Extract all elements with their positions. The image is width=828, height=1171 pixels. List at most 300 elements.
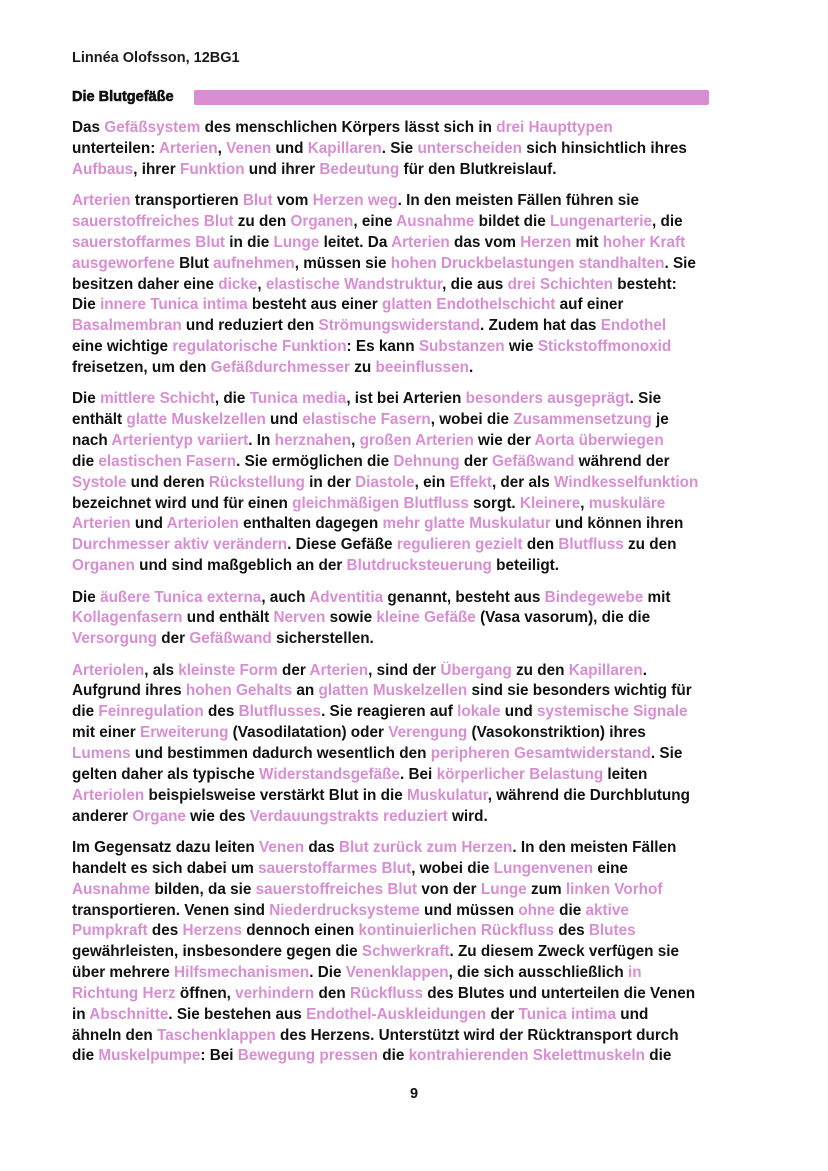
highlighted-term: Effekt <box>449 473 492 491</box>
text-line <box>72 514 762 535</box>
highlighted-term: elastischen Fasern <box>98 452 237 470</box>
highlighted-term: Venen <box>259 838 305 856</box>
text-run: das vom <box>449 233 521 251</box>
text-run: . Diese Gefäße <box>287 536 397 554</box>
highlighted-term: Organen <box>290 212 354 230</box>
text-run: : Bei <box>200 1047 238 1065</box>
highlighted-term: regulatorische Funktion <box>172 338 347 356</box>
text-run: enthält <box>72 411 127 429</box>
text-line <box>72 452 762 473</box>
highlighted-term: muskuläre <box>588 494 666 512</box>
highlighted-term: Lunge <box>480 880 527 898</box>
highlighted-term: glatte Muskelzellen <box>126 411 266 429</box>
highlighted-term: Herzen <box>520 233 572 251</box>
text-run: von der <box>417 880 481 898</box>
text-run: , <box>351 432 360 449</box>
text-run: . Sie <box>650 745 683 762</box>
text-run: und <box>616 1005 649 1023</box>
text-line <box>72 337 762 358</box>
text-run: ähneln den <box>72 1026 157 1044</box>
highlighted-term: aktive <box>585 901 629 919</box>
highlighted-term: Blutes <box>588 922 636 940</box>
highlighted-term: beeinflussen <box>375 358 470 376</box>
text-line <box>72 118 762 139</box>
highlighted-term: Versorgung <box>72 630 157 648</box>
highlighted-term: Kapillaren <box>568 661 643 679</box>
text-line <box>72 316 762 337</box>
text-run: , die <box>652 212 683 230</box>
text-line <box>72 807 762 828</box>
text-run: der <box>157 630 190 648</box>
text-run: besteht aus einer <box>247 296 383 314</box>
highlighted-term: Endothel <box>600 317 667 335</box>
text-run: . Sie <box>629 390 662 408</box>
text-run: , als <box>144 661 179 679</box>
text-line <box>72 389 762 410</box>
text-run: öffnen, <box>175 984 236 1002</box>
text-run: und reduziert den <box>181 317 319 335</box>
text-line <box>72 556 762 577</box>
text-line <box>72 431 762 452</box>
text-run: in <box>72 1005 90 1023</box>
highlighted-term: sauerstoffarmes Blut <box>258 859 412 877</box>
paragraph <box>72 118 762 181</box>
highlighted-term: peripheren Gesamtwiderstand <box>430 745 651 762</box>
text-run: Das <box>72 119 105 136</box>
highlighted-term: Verdauungstrakts reduziert <box>249 807 448 825</box>
text-run: in der <box>304 473 356 491</box>
text-run: dennoch einen <box>242 922 359 940</box>
highlighted-term: Abschnitte <box>89 1005 169 1023</box>
text-run: und enthält <box>182 609 274 627</box>
highlighted-term: Aorta überwiegen <box>534 432 664 449</box>
highlighted-term: mehr glatte Muskulatur <box>382 515 551 533</box>
highlighted-term: Gefäßdurchmesser <box>210 358 350 376</box>
text-run: der <box>486 1005 519 1023</box>
highlighted-term: Rückstellung <box>208 473 305 491</box>
text-run: den <box>314 984 350 1002</box>
text-run: Die <box>72 296 101 314</box>
text-run: transportieren <box>130 192 243 210</box>
heading-highlight-bar <box>194 90 709 105</box>
highlighted-term: Lungenvenen <box>493 859 594 877</box>
text-run: (Vasa vasorum), die die <box>475 609 651 627</box>
text-line <box>72 681 762 702</box>
highlighted-term: sauerstoffreiches Blut <box>72 212 234 230</box>
text-line <box>72 661 762 682</box>
text-line <box>72 1046 762 1067</box>
highlighted-term: Venen <box>226 139 272 157</box>
highlighted-term: sauerstoffarmes Blut <box>72 233 226 251</box>
highlighted-term: Feinregulation <box>98 703 204 721</box>
highlighted-term: Hilfsmechanismen <box>174 964 310 982</box>
text-run: über mehrere <box>72 964 175 982</box>
text-run: Im Gegensatz dazu leiten <box>72 838 260 856</box>
text-run: . Zudem hat das <box>480 317 601 335</box>
text-run: des menschlichen Körpers lässt sich in <box>200 119 497 136</box>
text-line <box>72 358 762 379</box>
text-run: zu den <box>233 212 291 230</box>
highlighted-term: Gefäßsystem <box>104 119 201 136</box>
text-run: und ihrer <box>244 160 320 178</box>
highlighted-term: Richtung Herz <box>72 984 176 1002</box>
highlighted-term: Durchmesser aktiv verändern <box>72 536 288 554</box>
highlighted-term: äußere Tunica externa <box>100 588 262 606</box>
highlighted-term: Arterien <box>72 192 131 210</box>
text-run: der <box>459 452 492 470</box>
highlighted-term: Herzen weg <box>312 192 398 210</box>
text-run: (Vasodilatation) oder <box>228 724 389 742</box>
text-run: die <box>72 452 99 470</box>
text-run: wie <box>504 338 538 356</box>
highlighted-term: Schwerkraft <box>361 943 450 961</box>
text-line <box>72 963 762 984</box>
highlighted-term: Funktion <box>179 160 245 178</box>
highlighted-term: hohen Druckbelastungen standhalten <box>390 254 665 272</box>
highlighted-term: Widerstandsgefäße <box>259 765 400 783</box>
highlighted-term: Arterientyp variiert <box>111 432 249 449</box>
highlighted-term: Dehnung <box>393 452 460 470</box>
text-run: sorgt. <box>468 494 520 512</box>
heading-row <box>72 89 712 107</box>
text-run: mit einer <box>72 724 141 742</box>
highlighted-term: Nerven <box>273 609 326 627</box>
text-line <box>72 838 762 859</box>
highlighted-term: Lunge <box>273 233 320 251</box>
text-line <box>72 1026 762 1047</box>
highlighted-term: Blutflusses <box>238 703 322 721</box>
highlighted-term: Verengung <box>388 724 468 742</box>
paragraph <box>72 191 762 379</box>
text-run: Blut <box>174 254 214 272</box>
text-run: zu den <box>511 661 569 679</box>
text-line <box>72 723 762 744</box>
text-run: zu <box>350 358 376 376</box>
highlighted-term: Übergang <box>440 661 512 679</box>
text-run: enthalten dagegen <box>238 515 383 533</box>
text-run: . Sie reagieren auf <box>321 703 458 721</box>
text-run: , wobei die <box>411 859 494 877</box>
text-run: Die <box>72 588 101 606</box>
text-run: des Blutes und unterteilen die Venen <box>423 984 696 1002</box>
text-run: an <box>292 682 319 700</box>
highlighted-term: Herzens <box>182 922 243 940</box>
text-run: während der <box>574 452 670 470</box>
text-run: der <box>277 661 310 679</box>
text-run: , <box>580 494 589 512</box>
text-line <box>72 942 762 963</box>
highlighted-term: in <box>628 964 642 982</box>
highlighted-term: besonders ausgeprägt <box>465 390 630 408</box>
text-run: wie der <box>473 432 535 449</box>
text-run: und sind maßgeblich an der <box>134 557 347 575</box>
text-run: . Sie <box>664 254 696 272</box>
text-run: sowie <box>325 609 377 627</box>
text-run: : Es kann <box>346 338 419 356</box>
highlighted-term: Windkesselfunktion <box>554 473 699 491</box>
text-run: gelten daher als typische <box>72 765 260 783</box>
paragraph <box>72 661 762 828</box>
text-run: leitet. Da <box>319 233 392 251</box>
text-run: . Sie bestehen aus <box>168 1005 307 1023</box>
highlighted-term: Muskelpumpe <box>98 1047 201 1065</box>
text-line <box>72 588 762 609</box>
text-run: bildet die <box>474 212 551 230</box>
highlighted-term: Arteriolen <box>72 661 145 679</box>
text-line <box>72 473 762 494</box>
highlighted-term: ohne <box>518 901 555 919</box>
highlighted-term: verhindern <box>235 984 315 1002</box>
text-run: , die sich ausschließlich <box>448 964 629 982</box>
highlighted-term: Kleinere <box>519 494 581 512</box>
highlighted-term: Organen <box>72 557 135 575</box>
text-run: , die <box>214 390 250 408</box>
highlighted-term: Lumens <box>72 745 131 762</box>
text-run: zum <box>526 880 566 898</box>
text-run: auf einer <box>555 296 624 314</box>
text-run: . Die <box>309 964 346 982</box>
text-run: . Sie ermöglichen die <box>236 452 394 470</box>
highlighted-term: mittlere Schicht <box>100 390 215 408</box>
text-run: des <box>203 703 239 721</box>
paragraph <box>72 389 762 577</box>
paragraph <box>72 838 762 1067</box>
text-line <box>72 629 762 650</box>
text-run: , ein <box>414 473 450 491</box>
text-run: die <box>644 1047 672 1065</box>
text-run: , eine <box>353 212 397 230</box>
text-line <box>72 191 762 212</box>
text-run: bilden, da sie <box>150 880 256 898</box>
text-run: , wobei die <box>430 411 514 429</box>
body-text <box>72 118 762 1078</box>
text-run: , ist bei Arterien <box>346 390 466 408</box>
highlighted-term: glatten Muskelzellen <box>318 682 468 700</box>
text-run: beteiligt. <box>491 557 560 575</box>
highlighted-term: systemische Signale <box>537 703 688 721</box>
highlighted-term: sauerstoffreiches Blut <box>255 880 418 898</box>
highlighted-term: regulieren gezielt <box>396 536 523 554</box>
section-heading: Die Blutgefäße <box>72 89 174 105</box>
text-run: , der als <box>491 473 555 491</box>
highlighted-term: Tunica media <box>249 390 347 408</box>
text-run: besitzen daher eine <box>72 275 219 293</box>
text-run: in die <box>225 233 274 251</box>
highlighted-term: hohen Gehalts <box>185 682 293 700</box>
text-run: die <box>72 703 99 721</box>
text-run: sicherstellen. <box>271 630 374 648</box>
highlighted-term: Arteriolen <box>72 786 145 804</box>
text-run: transportieren. Venen sind <box>72 901 270 919</box>
text-run: , müssen sie <box>294 254 391 272</box>
text-line <box>72 212 762 233</box>
text-run: , auch <box>261 588 310 606</box>
text-run: wird. <box>447 807 488 825</box>
highlighted-term: Rückfluss <box>349 984 424 1002</box>
text-run: . In den meisten Fällen <box>512 838 677 856</box>
highlighted-term: innere Tunica intima <box>100 296 248 314</box>
text-run: , sind der <box>368 661 441 679</box>
highlighted-term: Aufbaus <box>72 160 134 178</box>
text-run: des Herzens. Unterstützt wird der Rücktransport durch <box>275 1026 679 1044</box>
text-line <box>72 410 762 431</box>
text-run: und deren <box>126 473 209 491</box>
text-run: , <box>257 275 266 293</box>
text-run: den <box>522 536 559 554</box>
highlighted-term: drei Schichten <box>507 275 613 293</box>
text-run: des <box>147 922 183 940</box>
text-run: für den Blutkreislauf. <box>399 160 557 178</box>
highlighted-term: großen Arterien <box>359 432 474 449</box>
highlighted-term: aufnehmen <box>213 254 295 272</box>
text-run: und <box>265 411 303 429</box>
highlighted-term: glatten Endothelschicht <box>382 296 556 314</box>
highlighted-term: Blut <box>242 192 273 210</box>
highlighted-term: Arterien <box>391 233 450 251</box>
text-run: handelt es sich dabei um <box>72 859 259 877</box>
highlighted-term: Strömungswiderstand <box>318 317 480 335</box>
highlighted-term: herznahen <box>274 432 352 449</box>
text-run: , <box>217 139 227 157</box>
text-run: (Vasokonstriktion) ihres <box>467 724 646 742</box>
text-run: . <box>469 358 474 376</box>
highlighted-term: Diastole <box>355 473 415 491</box>
text-line <box>72 744 762 765</box>
author-line: Linnéa Olofsson, 12BG1 <box>72 50 240 66</box>
highlighted-term: Systole <box>72 473 127 491</box>
text-run: wie des <box>185 807 250 825</box>
text-run: besteht: <box>612 275 677 293</box>
highlighted-term: gleichmäßigen Blutfluss <box>292 494 469 512</box>
text-run: und <box>271 139 308 157</box>
text-run: die <box>72 1047 99 1065</box>
highlighted-term: Tunica intima <box>518 1005 617 1023</box>
text-run: gewährleisten, insbesondere gegen die <box>72 943 362 961</box>
text-run: und <box>500 703 538 721</box>
highlighted-term: Arterien <box>72 515 131 533</box>
text-run: mit <box>643 588 671 606</box>
text-run: beispielsweise verstärkt Blut in die <box>144 786 407 804</box>
text-run: und <box>130 515 167 533</box>
text-run: das <box>304 838 339 856</box>
text-line <box>72 786 762 807</box>
highlighted-term: kontrahierenden Skelettmuskeln <box>408 1047 645 1065</box>
page-number: 9 <box>409 1086 419 1102</box>
paragraph <box>72 588 762 651</box>
text-run: und können ihren <box>550 515 684 533</box>
highlighted-term: drei Haupttypen <box>496 119 613 136</box>
text-line <box>72 160 762 181</box>
highlighted-term: dicke <box>218 275 258 293</box>
highlighted-term: körperlicher Belastung <box>436 765 604 783</box>
text-run: freisetzen, um den <box>72 358 211 376</box>
highlighted-term: kleine Gefäße <box>376 609 476 627</box>
highlighted-term: Taschenklappen <box>157 1026 276 1044</box>
text-line <box>72 535 762 556</box>
highlighted-term: Zusammensetzung <box>513 411 652 429</box>
text-run: anderer <box>72 807 133 825</box>
text-run: des <box>553 922 589 940</box>
text-run: leiten <box>603 765 648 783</box>
highlighted-term: kontinuierlichen Rückfluss <box>358 922 554 940</box>
text-run: bezeichnet wird und für einen <box>72 494 293 512</box>
highlighted-term: Endothel-Auskleidungen <box>306 1005 487 1023</box>
text-run: . In <box>248 432 275 449</box>
text-line <box>72 880 762 901</box>
highlighted-term: Erweiterung <box>140 724 229 742</box>
text-run: sind sie besonders wichtig für <box>467 682 692 700</box>
highlighted-term: Niederdrucksysteme <box>269 901 420 919</box>
text-run: die <box>378 1047 409 1065</box>
text-line <box>72 702 762 723</box>
highlighted-term: linken Vorhof <box>565 880 663 898</box>
highlighted-term: Arterien <box>309 661 369 679</box>
text-run: vom <box>272 192 313 210</box>
highlighted-term: Basalmembran <box>72 317 182 335</box>
highlighted-term: Blutfluss <box>558 536 624 554</box>
text-run: genannt, besteht aus <box>383 588 545 606</box>
highlighted-term: Bedeutung <box>319 160 400 178</box>
highlighted-term: Stickstoffmonoxid <box>537 338 672 356</box>
text-run: und müssen <box>419 901 519 919</box>
text-line <box>72 921 762 942</box>
text-line <box>72 295 762 316</box>
text-run: Die <box>72 390 101 408</box>
highlighted-term: Blut zurück zum Herzen <box>338 838 513 856</box>
text-run: nach <box>72 432 112 449</box>
text-run: eine <box>593 859 628 877</box>
highlighted-term: Venenklappen <box>345 964 449 982</box>
highlighted-term: lokale <box>457 703 501 721</box>
text-run: . <box>642 661 647 679</box>
text-line <box>72 1005 762 1026</box>
text-run: die <box>554 901 586 919</box>
text-line <box>72 139 762 160</box>
text-run: . Bei <box>400 765 437 783</box>
text-line <box>72 494 762 515</box>
text-run: unterteilen: <box>72 139 159 157</box>
text-line <box>72 901 762 922</box>
text-line <box>72 608 762 629</box>
highlighted-term: elastische Wandstruktur <box>265 275 443 293</box>
text-line <box>72 984 762 1005</box>
text-line <box>72 254 762 275</box>
text-run: mit <box>571 233 603 251</box>
text-run: , die aus <box>442 275 508 293</box>
text-run: . Sie <box>381 139 418 157</box>
highlighted-term: ausgeworfene <box>72 254 175 272</box>
text-run: Aufgrund ihres <box>72 682 186 700</box>
highlighted-term: Bindegewebe <box>544 588 644 606</box>
text-run: . Zu diesem Zweck verfügen sie <box>449 943 679 961</box>
text-run: zu den <box>623 536 677 554</box>
highlighted-term: kleinste Form <box>178 661 278 679</box>
highlighted-term: Ausnahme <box>396 212 475 230</box>
highlighted-term: Adventitia <box>309 588 384 606</box>
text-run: . In den meisten Fällen führen sie <box>397 192 639 210</box>
highlighted-term: Substanzen <box>418 338 505 356</box>
highlighted-term: Arteriolen <box>166 515 239 533</box>
highlighted-term: Ausnahme <box>72 880 151 898</box>
highlighted-term: elastische Fasern <box>302 411 431 429</box>
text-run: , ihrer <box>133 160 180 178</box>
text-run: je <box>651 411 669 429</box>
highlighted-term: Gefäßwand <box>189 630 272 648</box>
text-run: eine wichtige <box>72 338 173 356</box>
highlighted-term: Muskulatur <box>406 786 488 804</box>
text-line <box>72 275 762 296</box>
highlighted-term: unterscheiden <box>417 139 522 157</box>
